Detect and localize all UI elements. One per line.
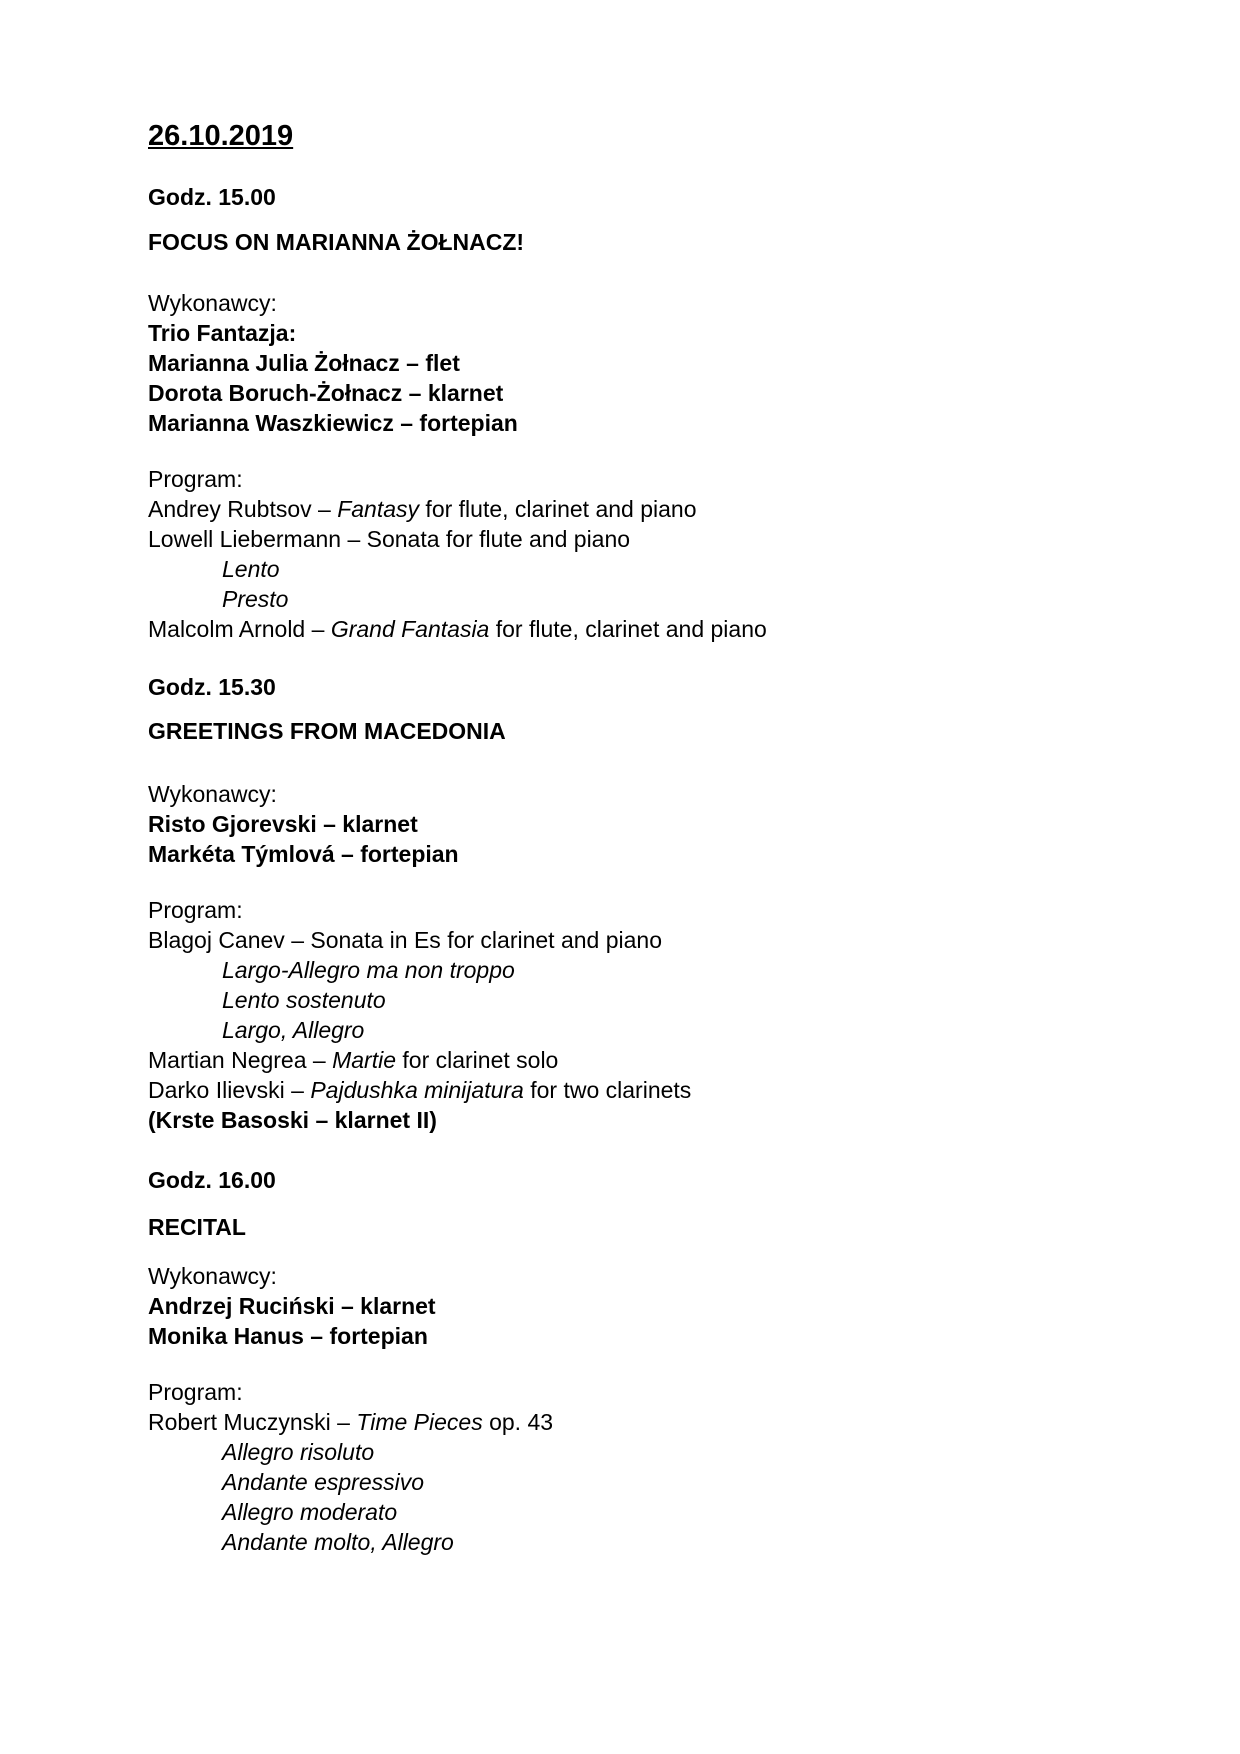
block-3-performer: Monika Hanus – fortepian: [148, 1323, 428, 1349]
block-2-program-item: Martian Negrea – Martie for clarinet solo: [148, 1047, 559, 1073]
block-1-performer: Marianna Julia Żołnacz – flet: [148, 350, 460, 376]
block-3-title: RECITAL: [148, 1214, 246, 1240]
block-2-time: Godz. 15.30: [148, 674, 276, 700]
block-2-movement: Largo, Allegro: [222, 1017, 365, 1043]
block-3-program-item: Robert Muczynski – Time Pieces op. 43: [148, 1409, 554, 1435]
block-2-guest-performer: (Krste Basoski – klarnet II): [148, 1107, 437, 1133]
block-1-title: FOCUS ON MARIANNA ŻOŁNACZ!: [148, 229, 525, 255]
block-1-performers-label: Wykonawcy:: [148, 290, 277, 316]
page-date: 26.10.2019: [148, 120, 294, 152]
block-3-movement: Andante molto, Allegro: [222, 1529, 454, 1555]
block-2-movement: Largo-Allegro ma non troppo: [222, 957, 515, 983]
block-1-program-label: Program:: [148, 466, 243, 492]
block-1-performer: Trio Fantazja:: [148, 320, 297, 346]
block-1-program-item: Andrey Rubtsov – Fantasy for flute, clarinet and piano: [148, 496, 697, 522]
block-1-movement: Presto: [222, 586, 289, 612]
block-3-movement: Allegro risoluto: [222, 1439, 375, 1465]
block-1-movement: Lento: [222, 556, 280, 582]
block-3-movement: Allegro moderato: [222, 1499, 398, 1525]
block-3-time: Godz. 16.00: [148, 1167, 276, 1193]
block-3-movement: Andante espressivo: [222, 1469, 425, 1495]
block-2-movement: Lento sostenuto: [222, 987, 386, 1013]
block-1-program-item: Malcolm Arnold – Grand Fantasia for flute, clarinet and piano: [148, 616, 767, 642]
block-1-performer: Marianna Waszkiewicz – fortepian: [148, 410, 518, 436]
block-2-performer: Markéta Týmlová – fortepian: [148, 841, 459, 867]
block-1-time: Godz. 15.00: [148, 184, 276, 210]
block-3-program-label: Program:: [148, 1379, 243, 1405]
block-1-program-item: Lowell Liebermann – Sonata for flute and piano: [148, 526, 631, 552]
block-2-title: GREETINGS FROM MACEDONIA: [148, 718, 506, 744]
block-1-performer: Dorota Boruch-Żołnacz – klarnet: [148, 380, 504, 406]
block-3-performer: Andrzej Ruciński – klarnet: [148, 1293, 436, 1319]
block-2-performers-label: Wykonawcy:: [148, 781, 277, 807]
block-3-performers-label: Wykonawcy:: [148, 1263, 277, 1289]
block-2-program-item: Blagoj Canev – Sonata in Es for clarinet and piano: [148, 927, 662, 953]
block-2-program-label: Program:: [148, 897, 243, 923]
block-2-program-item: Darko Ilievski – Pajdushka minijatura for two clarinets: [148, 1077, 692, 1103]
block-2-performer: Risto Gjorevski – klarnet: [148, 811, 418, 837]
